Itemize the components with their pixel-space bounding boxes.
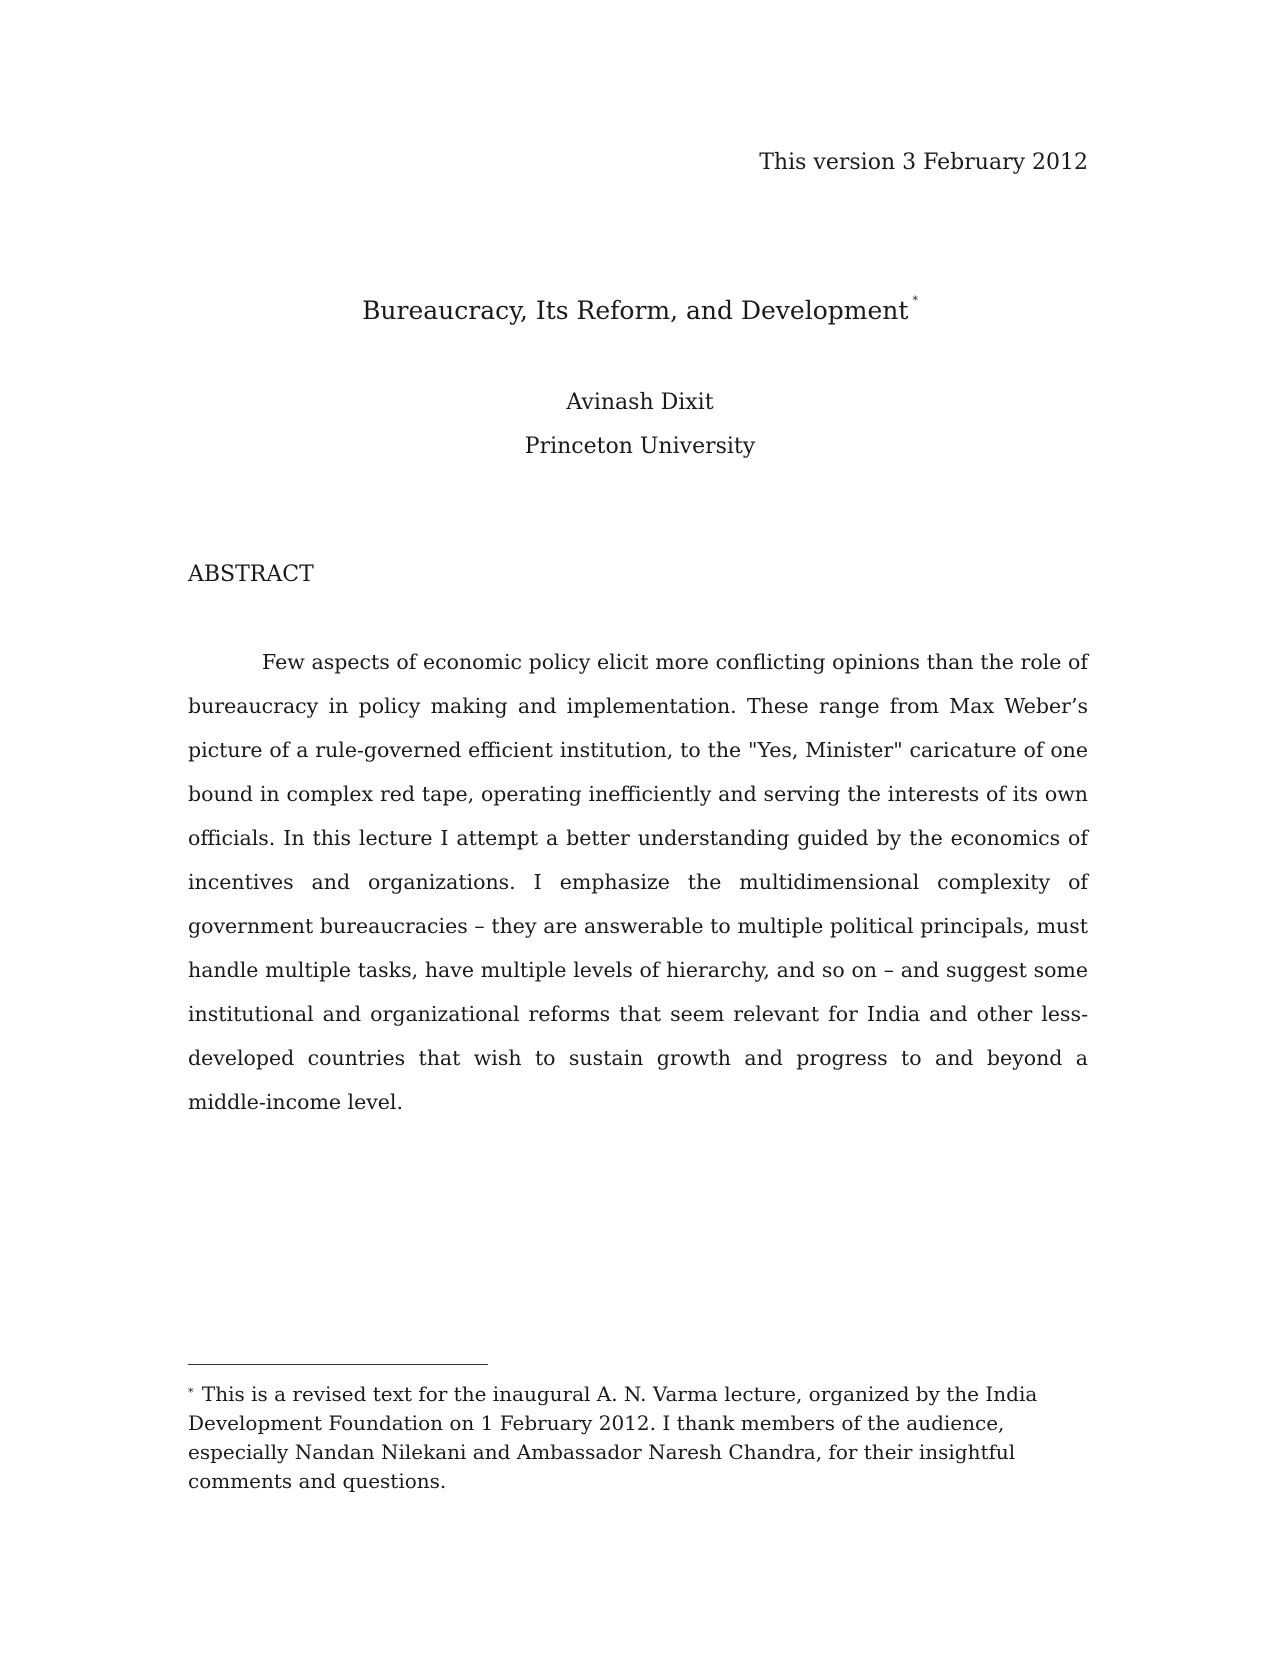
paper-title-text: Bureaucracy, Its Reform, and Development xyxy=(362,296,909,325)
title-footnote-marker[interactable]: * xyxy=(912,294,918,307)
abstract-body: Few aspects of economic policy elicit more conflicting opinions than the role of bureaucracy in policy making and implementation. These range from Max Weber’s picture of a rule-governed efficient institution, to the "Yes, Minister" caricature of one bound in complex red tape, operating inefficiently and serving the interests of its own officials. In this lecture I attempt a better understanding guided by the economics of incentives and organizations. I emphasize the multidimensional complexity of government bureaucracies – they are answerable to multiple political principals, must handle multiple tasks, have multiple levels of hierarchy, and so on – and suggest some institutional and organizational reforms that seem relevant for India and other less-developed countries that wish to sustain growth and progress to and beyond a middle-income level. xyxy=(188,650,1088,1114)
paper-title xyxy=(0,296,1280,325)
author-affiliation: Princeton University xyxy=(524,434,756,459)
footnote-divider xyxy=(188,1364,488,1365)
author-name: Avinash Dixit xyxy=(566,390,714,415)
footnote-text: This is a revised text for the inaugural A. N. Varma lecture, organized by the India Development Foundation on 1 February 2012. I thank members of the audience, especially Nandan Nilekani and Ambassador Naresh Chandra, for their insightful comments and questions. xyxy=(188,1382,1038,1493)
version-date: This version 3 February 2012 xyxy=(759,150,1088,175)
footnote-marker: * xyxy=(188,1386,194,1399)
abstract-heading: ABSTRACT xyxy=(188,562,314,587)
footnote xyxy=(188,1380,1068,1496)
